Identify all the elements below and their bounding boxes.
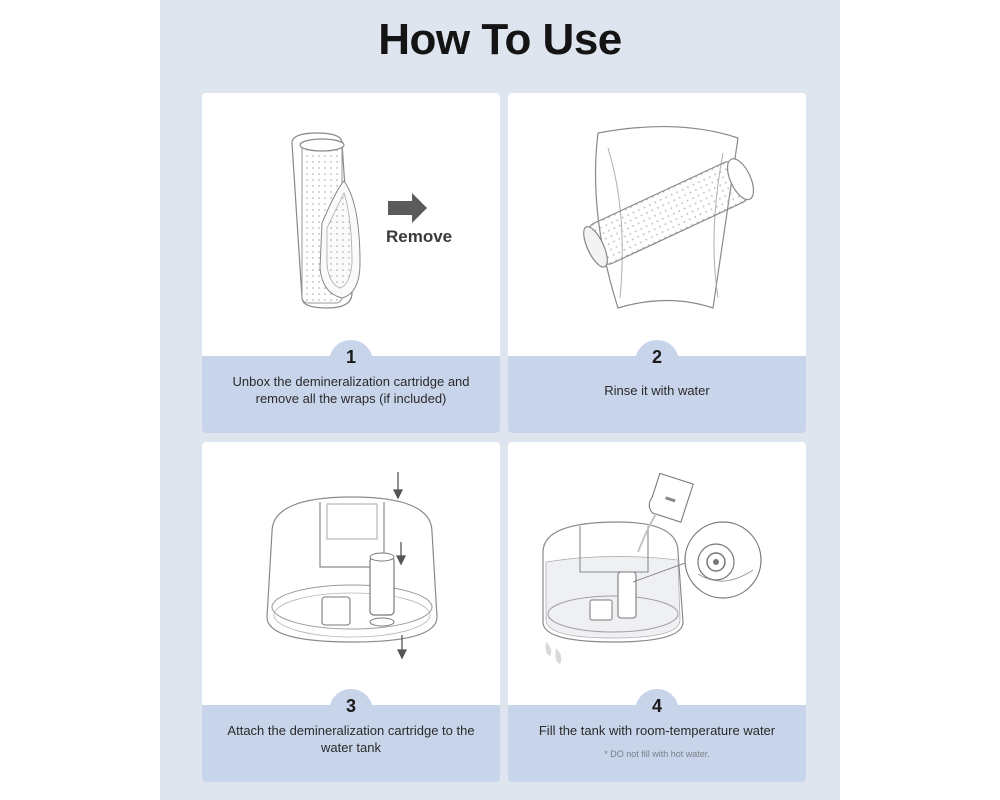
step-instruction: Unbox the demineralization cartridge and remove all the wraps (if included) — [232, 374, 470, 406]
fill-tank-illustration — [508, 442, 806, 705]
attach-cartridge-illustration — [202, 442, 500, 705]
step-card-2 — [508, 93, 806, 433]
step-instruction: Rinse it with water — [604, 383, 710, 398]
step-number: 2 — [635, 340, 679, 372]
step-card-4 — [508, 442, 806, 782]
step-instruction: Attach the demineralization cartridge to the water tank — [227, 723, 475, 755]
step-instruction: Fill the tank with room-temperature water — [538, 723, 776, 738]
step-card-3 — [202, 442, 500, 782]
remove-label: Remove — [386, 227, 453, 246]
arrow-down-icon — [394, 472, 406, 658]
warning-note: * DO not fill with hot water. — [604, 749, 710, 759]
unbox-cartridge-illustration — [202, 93, 500, 356]
arrow-right-icon — [388, 193, 427, 223]
step-card-1 — [202, 93, 500, 433]
step-number: 3 — [329, 689, 373, 721]
step-number: 4 — [635, 689, 679, 721]
rinse-cartridge-illustration — [508, 93, 806, 356]
zoom-detail-circle — [685, 522, 761, 598]
page-title: How To Use — [378, 15, 622, 64]
step-number: 1 — [329, 340, 373, 372]
